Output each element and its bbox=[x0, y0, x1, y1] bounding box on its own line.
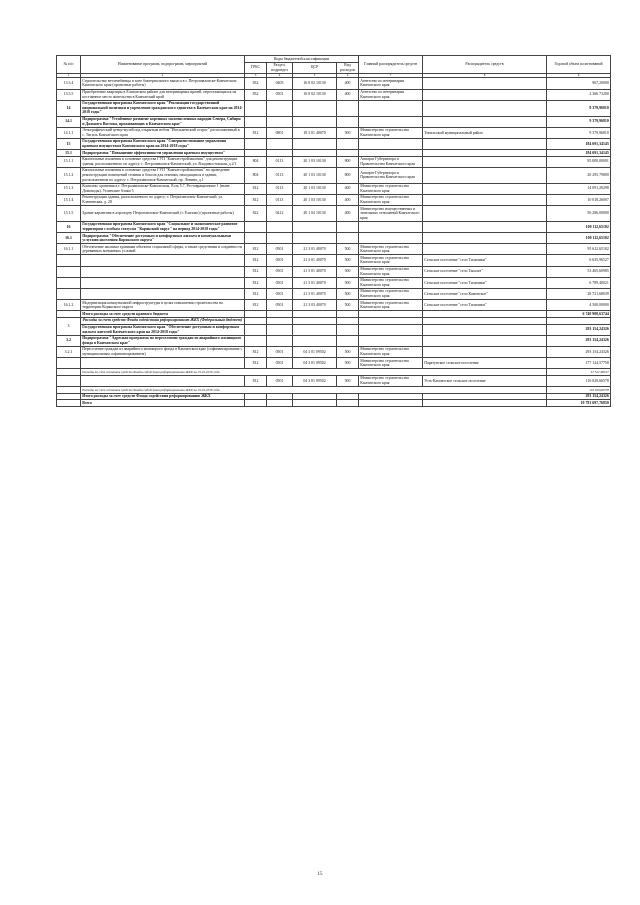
grand-total-label: Всего bbox=[81, 400, 245, 407]
row-recipient: Сельское поселение "село Тиличики" bbox=[423, 255, 547, 266]
row-num bbox=[57, 288, 81, 299]
row-num bbox=[57, 266, 81, 277]
header-num: № п/п bbox=[57, 56, 81, 74]
subtotal-regional-label: Итого расходы за счет средств краевого бюджета bbox=[81, 311, 245, 318]
row-section bbox=[267, 116, 293, 127]
header-section: Раздел, подраздел bbox=[267, 62, 293, 73]
row-vr bbox=[337, 100, 359, 116]
row-vr bbox=[337, 138, 359, 149]
row-section: 0113 bbox=[267, 194, 293, 205]
header-main-manager: Главный распорядитель средств bbox=[359, 56, 423, 74]
row-recipient bbox=[423, 221, 547, 232]
row-num: 15.1.3 bbox=[57, 183, 81, 194]
row-name: Капитальные вложения в основные средства ГУП "Камчатстройзаказчик" на проведение реконструкции помещений стоянки и боксов для техники, находящихся в здании, расположенном по адресу: г. Петропавловск-Камчатский, пр. Ленина, д.1 bbox=[81, 167, 245, 183]
row-section: 0501 bbox=[267, 346, 293, 357]
row-main-manager: Министерство строительства Камчатского края bbox=[359, 183, 423, 194]
row-csr: 16 8 02 10130 bbox=[293, 78, 337, 89]
row-section: 0501 bbox=[267, 89, 293, 100]
row-main-manager: Аппарат Губернатора и Правительства Камчатского края bbox=[359, 167, 423, 183]
row-main-manager: Аппарат Губернатора и Правительства Камчатского края bbox=[359, 156, 423, 167]
row-grbs: 812 bbox=[245, 288, 267, 299]
row-grbs: 812 bbox=[245, 244, 267, 255]
row-num: 14.1.1 bbox=[57, 127, 81, 138]
table-row bbox=[57, 358, 611, 369]
index-cell: 8 bbox=[423, 73, 547, 78]
subtotal-fund-label: Итого расходы за счет средств Фонда содействия реформированию ЖКХ bbox=[81, 393, 245, 400]
row-grbs: 812 bbox=[245, 255, 267, 266]
table-row bbox=[57, 194, 611, 205]
note-amount: 116 029,66578 bbox=[547, 387, 611, 394]
row-amount: 10 018,26007 bbox=[547, 194, 611, 205]
row-amount: 100 112,65102 bbox=[547, 233, 611, 244]
row-csr: 16 8 02 10130 bbox=[293, 89, 337, 100]
index-cell: 9 bbox=[547, 73, 611, 78]
index-cell: 4 bbox=[267, 73, 293, 78]
row-num: 16.1.2 bbox=[57, 300, 81, 311]
row-name: Переселение граждан из аварийного жилищного фонда в Камчатском крае (софинансирование с муниципальным софинансированием) bbox=[81, 346, 245, 357]
row-name: Государственная программа Камчатского края "Совершенствование управления краевым имуществом Камчатского края на 2014-2018 годы" bbox=[81, 138, 245, 149]
subprogram-3-2-row bbox=[57, 335, 611, 346]
row-csr: 21 3 01 40070 bbox=[293, 266, 337, 277]
row-name bbox=[81, 277, 245, 288]
row-num: 15.1.5 bbox=[57, 206, 81, 222]
table-body bbox=[57, 78, 611, 311]
table-row bbox=[57, 206, 611, 222]
row-amount: 116 029,66578 bbox=[547, 375, 611, 386]
row-main-manager: Министерство строительства Камчатского края bbox=[359, 244, 423, 255]
row-main-manager: Министерство строительства Камчатского края bbox=[359, 127, 423, 138]
row-csr: 21 3 01 40070 bbox=[293, 277, 337, 288]
row-vr bbox=[337, 221, 359, 232]
row-csr: 20 1 03 10130 bbox=[293, 183, 337, 194]
row-name: Реконструкция здания, расположенного по адресу: г. Петропавловск-Камчатский, ул. Ключевская, д. 28 bbox=[81, 194, 245, 205]
row-grbs bbox=[245, 100, 267, 116]
row-main-manager: Агентство по ветеринарии Камчатского края bbox=[359, 78, 423, 89]
row-name: Подпрограмма "Обеспечение доступным и комфортным жильем и коммунальными услугами населения Корякского округа" bbox=[81, 233, 245, 244]
header-recipient: Распорядитель средств bbox=[423, 56, 547, 74]
row-section: 0501 bbox=[267, 288, 293, 299]
row-section: 0501 bbox=[267, 277, 293, 288]
header-grbs: ГРБС bbox=[245, 62, 267, 73]
row-section: 0801 bbox=[267, 127, 293, 138]
row-section: 0501 bbox=[267, 300, 293, 311]
row-main-manager: Министерство строительства Камчатского края bbox=[359, 266, 423, 277]
program-3-name: Государственная программа Камчатского края "Обеспечение доступным и комфортным жильем жителей Камчатского края на 2014-2018 годы" bbox=[81, 324, 245, 335]
row-section: 0501 bbox=[267, 255, 293, 266]
row-amount: 56 286,00000 bbox=[547, 206, 611, 222]
row-recipient bbox=[423, 167, 547, 183]
row-recipient bbox=[423, 100, 547, 116]
row-recipient: Сельское поселение "село Каменское" bbox=[423, 288, 547, 299]
row-main-manager: Министерство строительства Камчатского края bbox=[359, 288, 423, 299]
row-recipient bbox=[423, 116, 547, 127]
row-csr: 20 1 03 10130 bbox=[293, 156, 337, 167]
row-section: 0113 bbox=[267, 167, 293, 183]
row-recipient bbox=[423, 156, 547, 167]
row-grbs: 812 bbox=[245, 375, 267, 386]
row-vr bbox=[337, 150, 359, 157]
row-grbs: 812 bbox=[245, 194, 267, 205]
row-grbs: 832 bbox=[245, 89, 267, 100]
grand-total-amount: 10 781 697,76850 bbox=[547, 400, 611, 407]
row-grbs bbox=[245, 221, 267, 232]
row-name: Подпрограмма "Повышение эффективности управления краевым имуществом" bbox=[81, 150, 245, 157]
row-name: Обеспечение жилыми зданиями объектов социальной сферы, а также средствами в сохранности деревянных кончанных условий bbox=[81, 244, 245, 255]
row-grbs: 812 bbox=[245, 358, 267, 369]
row-grbs: 812 bbox=[245, 127, 267, 138]
row-section: 0501 bbox=[267, 266, 293, 277]
row-name: Государственная программа Камчатского края "Реализация государственной национальной политики и укрепление гражданского единства в Камчатском крае на 2014-2018 годы" bbox=[82, 101, 243, 115]
row-grbs: 812 bbox=[245, 183, 267, 194]
row-num: 15.1 bbox=[57, 150, 81, 157]
row-recipient bbox=[423, 183, 547, 194]
row-main-manager: Министерство строительства Камчатского края bbox=[359, 300, 423, 311]
row-amount: 6 635,96527 bbox=[547, 255, 611, 266]
row-amount: 177 124,57758 bbox=[547, 358, 611, 369]
row-recipient: Сельское поселение "село Тиличики" bbox=[423, 300, 547, 311]
row-section: 0405 bbox=[267, 78, 293, 89]
table-row bbox=[57, 375, 611, 386]
row-grbs: 812 bbox=[245, 346, 267, 357]
row-num: 3.2 bbox=[57, 335, 81, 346]
index-cell: 5 bbox=[293, 73, 337, 78]
row-amount: 85 000,00001 bbox=[547, 156, 611, 167]
row-csr: 21 3 01 40070 bbox=[293, 288, 337, 299]
row-main-manager: Министерство строительства Камчатского края bbox=[359, 255, 423, 266]
row-vr: 500 bbox=[337, 375, 359, 386]
subtotal-fund-row bbox=[57, 393, 611, 400]
subtotal-fund-amount: 293 154,24326 bbox=[547, 393, 611, 400]
note-amount: 57 521,98197 bbox=[547, 369, 611, 376]
row-num: 13.3.5 bbox=[57, 89, 81, 100]
row-grbs bbox=[245, 138, 267, 149]
row-num bbox=[57, 277, 81, 288]
row-num: 14.1 bbox=[57, 116, 81, 127]
row-csr bbox=[293, 138, 337, 149]
header-total: Годовой объем ассигнований bbox=[547, 56, 611, 74]
row-section: 0113 bbox=[267, 183, 293, 194]
index-cell: 1 bbox=[57, 73, 81, 78]
row-name bbox=[81, 288, 245, 299]
table-row bbox=[57, 266, 611, 277]
row-csr bbox=[293, 100, 337, 116]
row-recipient bbox=[423, 346, 547, 357]
index-cell: 6 bbox=[337, 73, 359, 78]
row-section: 0501 bbox=[267, 375, 293, 386]
grand-total-row bbox=[57, 400, 611, 407]
row-num bbox=[57, 255, 81, 266]
row-recipient bbox=[423, 194, 547, 205]
row-num: 14 bbox=[57, 100, 81, 116]
row-section: 0501 bbox=[267, 244, 293, 255]
subtotal-regional-row bbox=[57, 311, 611, 318]
row-recipient bbox=[423, 233, 547, 244]
row-main-manager: Министерство строительства Камчатского края bbox=[359, 194, 423, 205]
row-section bbox=[267, 221, 293, 232]
row-num: 15.1.2 bbox=[57, 167, 81, 183]
row-num: 16.1.1 bbox=[57, 244, 81, 255]
row-vr: 500 bbox=[337, 358, 359, 369]
row-vr: 500 bbox=[337, 288, 359, 299]
row-amount: 14 091,28298 bbox=[547, 183, 611, 194]
row-section bbox=[267, 138, 293, 149]
row-vr: 500 bbox=[337, 244, 359, 255]
table-row bbox=[57, 255, 611, 266]
row-csr: 04 3 01 09502 bbox=[293, 346, 337, 357]
row-recipient bbox=[423, 78, 547, 89]
row-main-manager bbox=[359, 233, 423, 244]
row-main-manager bbox=[359, 138, 423, 149]
row-amount: 53 465,60985 bbox=[547, 266, 611, 277]
fund-heading-row bbox=[57, 317, 611, 324]
row-main-manager: Министерство строительства Камчатского края bbox=[359, 358, 423, 369]
row-csr: 04 3 01 09502 bbox=[293, 358, 337, 369]
table-row bbox=[57, 288, 611, 299]
note-row bbox=[57, 387, 611, 394]
row-csr: 20 1 03 10130 bbox=[293, 167, 337, 183]
row-grbs: 812 bbox=[245, 266, 267, 277]
page-number: 15 bbox=[317, 872, 323, 877]
row-csr bbox=[293, 150, 337, 157]
row-vr: 400 bbox=[337, 183, 359, 194]
row-amount: 967,20000 bbox=[547, 78, 611, 89]
header-codes: Коды бюджетной классификации bbox=[245, 56, 359, 63]
table-row bbox=[57, 156, 611, 167]
note-text: Расходы за счет остатков средств Фонда содействия реформированию ЖКХ на 01.01.2016 года bbox=[81, 369, 547, 376]
row-main-manager bbox=[359, 150, 423, 157]
row-vr: 500 bbox=[337, 346, 359, 357]
row-name: Здание карантина в аэропорту Петропавловск-Камчатский (г. Елизово) (проектные работы) bbox=[81, 206, 245, 222]
row-name: Модернизация коммунальной инфраструктуры в целях повышения строительства на территории Корякского округа bbox=[81, 300, 245, 311]
row-num: 15 bbox=[57, 138, 81, 149]
row-name: Комплекс хранения в г. Петропавловске-Камчатском, Есть 5.7, Реставрационные 1 (ныне Домоводы), Успенские блоки 5 bbox=[81, 183, 245, 194]
row-vr: 400 bbox=[337, 78, 359, 89]
row-num: 3 bbox=[57, 317, 81, 335]
row-vr: 500 bbox=[337, 300, 359, 311]
row-amount: 28 721,68039 bbox=[547, 288, 611, 299]
row-recipient: Паратунское сельское поселение bbox=[423, 358, 547, 369]
row-name bbox=[81, 266, 245, 277]
row-amount: 20 295,79800 bbox=[547, 167, 611, 183]
row-grbs: 822 bbox=[245, 206, 267, 222]
table-body-fund bbox=[57, 311, 611, 407]
row-amount: 4 500,00000 bbox=[547, 300, 611, 311]
fund-heading: Расходы за счет средств Фонда содействия реформированию ЖКХ (Федеральный бюджет) bbox=[81, 317, 245, 324]
row-amount: 184 691,34145 bbox=[547, 150, 611, 157]
row-grbs bbox=[245, 150, 267, 157]
row-csr bbox=[293, 233, 337, 244]
row-main-manager: Министерство строительства Камчатского края bbox=[359, 375, 423, 386]
row-amount: 6 789,40021 bbox=[547, 277, 611, 288]
row-section bbox=[267, 233, 293, 244]
row-main-manager bbox=[359, 221, 423, 232]
row-amount: 9 379,96810 bbox=[547, 100, 611, 116]
row-csr: 18 3 01 40070 bbox=[293, 127, 337, 138]
row-num: 16.1 bbox=[57, 233, 81, 244]
row-recipient bbox=[423, 89, 547, 100]
table-row bbox=[57, 300, 611, 311]
row-name: Подпрограмма "Устойчивое развитие коренных малочисленных народов Севера, Сибири и Дальнего Востока, проживающих в Камчатском крае" bbox=[81, 116, 245, 127]
row-recipient: Усть-Камчатское сельское поселение bbox=[423, 375, 547, 386]
row-recipient bbox=[423, 244, 547, 255]
row-csr bbox=[293, 221, 337, 232]
table-row bbox=[57, 150, 611, 157]
row-grbs bbox=[245, 116, 267, 127]
row-amount: 2 366 73200 bbox=[547, 89, 611, 100]
row-num: 15.1.1 bbox=[57, 156, 81, 167]
header-vr: Вид расходов bbox=[337, 62, 359, 73]
row-csr bbox=[293, 116, 337, 127]
program-3-amount: 293 154,24326 bbox=[547, 324, 611, 335]
table-row bbox=[57, 244, 611, 255]
row-csr: 20 1 04 10130 bbox=[293, 206, 337, 222]
row-amount: 9 379,96810 bbox=[547, 127, 611, 138]
row-main-manager: Министерство строительства Камчатского края bbox=[359, 277, 423, 288]
subprogram-3-2-name: Подпрограмма "Адресная программа по переселению граждан из аварийного жилищного фонда в Камчатском крае" bbox=[81, 335, 245, 346]
index-cell: 7 bbox=[359, 73, 423, 78]
subprogram-3-2-amount: 293 154,24326 bbox=[547, 335, 611, 346]
row-grbs: 804 bbox=[245, 167, 267, 183]
row-num: 13.3.4 bbox=[57, 78, 81, 89]
table-row bbox=[57, 138, 611, 149]
row-csr: 21 3 03 40070 bbox=[293, 300, 337, 311]
row-amount: 100 112,65102 bbox=[547, 221, 611, 232]
row-main-manager bbox=[359, 116, 423, 127]
row-recipient bbox=[423, 150, 547, 157]
row-vr: 400 bbox=[337, 194, 359, 205]
row-amount: 184 691,34145 bbox=[547, 138, 611, 149]
note-row bbox=[57, 369, 611, 376]
row-vr: 500 bbox=[337, 277, 359, 288]
row-section bbox=[267, 100, 293, 116]
row-grbs bbox=[245, 233, 267, 244]
row-grbs: 812 bbox=[245, 300, 267, 311]
row-name: Приобретение квартиры в Елизовском районе для ветеринарных врачей, переселяющихся на постоянное место жительства в Камчатский край bbox=[81, 89, 245, 100]
row-main-manager: Министерство имущественных и земельных отношений Камчатского края bbox=[359, 206, 423, 222]
row-num: 3.2.1 bbox=[57, 346, 81, 357]
index-cell: 3 bbox=[245, 73, 267, 78]
row-recipient bbox=[423, 206, 547, 222]
row-section: 0412 bbox=[267, 206, 293, 222]
row-recipient: Сельское поселение "село Тымлат" bbox=[423, 266, 547, 277]
table-cell bbox=[57, 311, 81, 318]
row-name: Этнографический центр-музей под открытым небом "Ительменский острог" расположенный в с. Тигиль Камчатского края bbox=[81, 127, 245, 138]
row-vr: 400 bbox=[337, 206, 359, 222]
row-vr: 500 bbox=[337, 255, 359, 266]
subtotal-regional-amount: 6 740 908,63744 bbox=[547, 311, 611, 318]
table-row bbox=[57, 127, 611, 138]
header-csr: ЦСР bbox=[293, 62, 337, 73]
row-recipient: Сельское поселение "село Тиличики" bbox=[423, 277, 547, 288]
row-amount: 95 612,65102 bbox=[547, 244, 611, 255]
row-amount: 293 154,24326 bbox=[547, 346, 611, 357]
table-row bbox=[57, 221, 611, 232]
row-num: 15.1.4 bbox=[57, 194, 81, 205]
row-main-manager: Министерство строительства Камчатского края bbox=[359, 346, 423, 357]
table-row bbox=[57, 100, 611, 116]
row-num: 16 bbox=[57, 221, 81, 232]
table-row bbox=[57, 277, 611, 288]
program-3-row bbox=[57, 324, 611, 335]
row-vr: 800 bbox=[337, 167, 359, 183]
header-name: Наименование программ, подпрограмм, мероприятий bbox=[81, 56, 245, 74]
row-csr: 21 3 01 40070 bbox=[293, 255, 337, 266]
row-vr: 800 bbox=[337, 156, 359, 167]
row-grbs: 812 bbox=[245, 277, 267, 288]
budget-sheet bbox=[56, 55, 610, 407]
table-row bbox=[57, 116, 611, 127]
row-section bbox=[267, 150, 293, 157]
budget-table bbox=[56, 55, 611, 407]
row-vr: 500 bbox=[337, 127, 359, 138]
table-row bbox=[57, 183, 611, 194]
table-row bbox=[57, 167, 611, 183]
table-row bbox=[57, 89, 611, 100]
row-main-manager bbox=[359, 100, 423, 116]
row-vr bbox=[337, 116, 359, 127]
row-section: 0113 bbox=[267, 156, 293, 167]
row-csr: 21 3 01 40070 bbox=[293, 244, 337, 255]
row-vr bbox=[337, 233, 359, 244]
row-recipient bbox=[423, 138, 547, 149]
row-name: Капитальные вложения в основные средства ГУП "Камчатстройзаказчик" для реконструкции здания, расположенного по адресу: г. Петропавловск-Камчатский, ул. Владивостокская, д.2/1 bbox=[81, 156, 245, 167]
row-csr: 04 3 01 09502 bbox=[293, 375, 337, 386]
row-amount: 9 379,96810 bbox=[547, 116, 611, 127]
index-cell: 2 bbox=[81, 73, 245, 78]
table-row bbox=[57, 233, 611, 244]
table-row bbox=[57, 346, 611, 357]
row-name bbox=[81, 255, 245, 266]
row-vr: 400 bbox=[337, 89, 359, 100]
row-recipient: Тигильский муниципальный район bbox=[423, 127, 547, 138]
row-name: Строительство ветлечебницы в зоне бактериального выпаса в г. Петропавловске-Камчатском Камчатского края (проектные работы) bbox=[81, 78, 245, 89]
note-text: Расходы за счет остатков средств Фонда содействия реформированию ЖКХ на 01.01.2016 года bbox=[81, 387, 547, 394]
row-grbs: 804 bbox=[245, 156, 267, 167]
row-csr: 20 1 03 10130 bbox=[293, 194, 337, 205]
row-grbs: 832 bbox=[245, 78, 267, 89]
row-vr: 500 bbox=[337, 266, 359, 277]
table-header-row bbox=[57, 56, 611, 63]
row-name: Государственная программа Камчатского края "Социальное и экономическое развитие территории с особым статусом "Корякский округ" на период 2014-2018 годы" bbox=[81, 221, 245, 232]
table-row bbox=[57, 78, 611, 89]
row-section: 0501 bbox=[267, 358, 293, 369]
row-main-manager: Агентство по ветеринарии Камчатского края bbox=[359, 89, 423, 100]
